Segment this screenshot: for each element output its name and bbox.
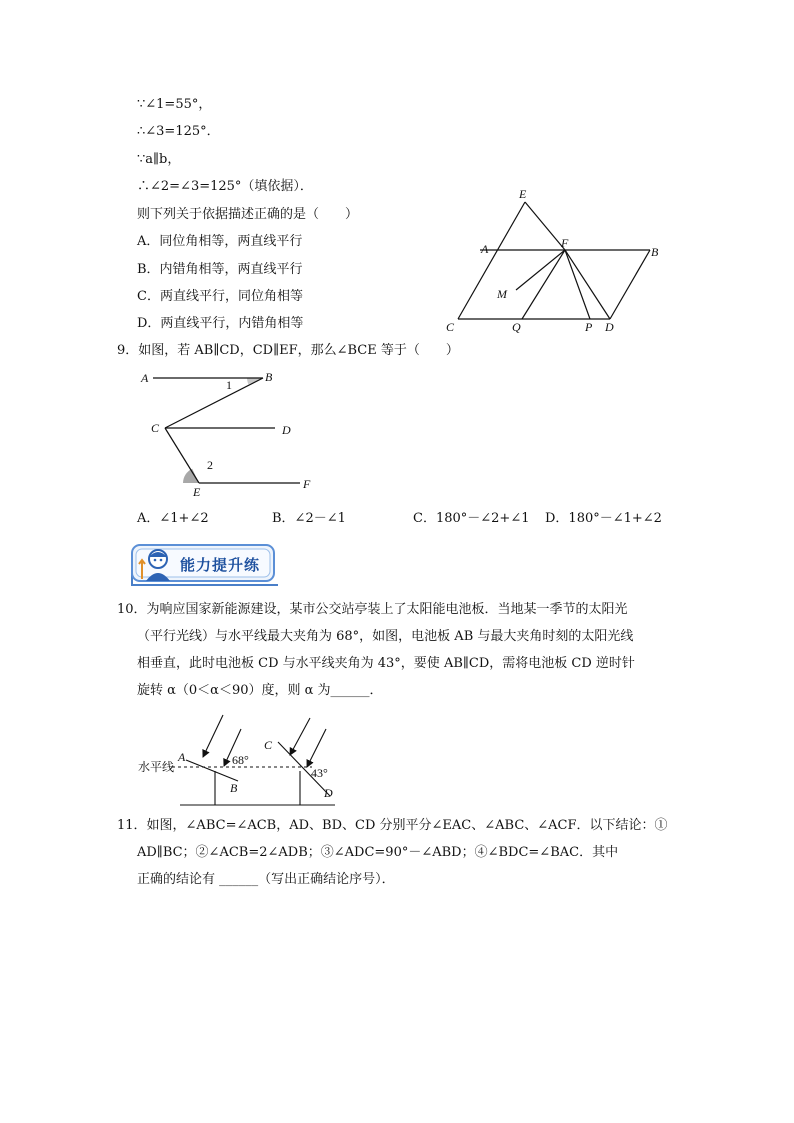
q10-line-2: （平行光线）与水平线最大夹角为 68°，如图，电池板 AB 与最大夹角时刻的太阳光线 [137, 629, 634, 644]
fig9-label-c: C [151, 421, 160, 435]
fig9-label-b: B [265, 370, 273, 384]
fig8-label-a: A [481, 242, 489, 256]
proof-line-2: ∴∠3=125°． [137, 124, 220, 139]
fig8-label-b: B [651, 245, 659, 259]
fig8-label-e: E [519, 187, 527, 201]
fig8-label-d: D [605, 320, 614, 334]
q10-line-4: 旋转 α（0＜α＜90）度，则 α 为______． [137, 683, 383, 698]
proof-line-1: ∵∠1=55°， [137, 97, 212, 112]
question-8-prompt: 则下列关于依据描述正确的是（ ） [137, 207, 359, 222]
section-title: 能力提升练 [180, 556, 261, 574]
q11-line-3: 正确的结论有 ______（写出正确结论序号）． [137, 872, 395, 887]
q9-option-b: B．∠2－∠1 [272, 511, 346, 526]
fig9-label-d: D [282, 423, 291, 437]
section-badge [128, 541, 278, 589]
fig10-label-a: A [178, 750, 186, 764]
q8-option-a: A．同位角相等，两直线平行 [137, 234, 303, 249]
q9-option-d: D．180°－∠1+∠2 [545, 511, 662, 526]
question-9-text: 9．如图，若 AB∥CD，CD∥EF，那么∠BCE 等于（ ） [117, 343, 459, 358]
fig10-angle-68: 68° [232, 753, 249, 767]
fig9-label-e: E [193, 485, 201, 499]
fig9-angle-1: 1 [226, 378, 232, 392]
fig10-angle-43: 43° [311, 766, 328, 780]
fig8-label-c: C [446, 320, 455, 334]
fig8-label-m: M [497, 287, 507, 301]
q9-option-a: A．∠1+∠2 [137, 511, 209, 526]
fig9-label-f: F [303, 477, 311, 491]
q11-line-1: 11．如图，∠ABC=∠ACB，AD、BD、CD 分别平分∠EAC、∠ABC、∠ACF．以下结论：① [117, 818, 668, 833]
proof-line-3: ∵a∥b， [137, 152, 181, 167]
q8-option-d: D．两直线平行，内错角相等 [137, 316, 304, 331]
fig9-angle-2: 2 [207, 458, 213, 472]
fig10-label-b: B [230, 781, 238, 795]
parallelogram-figure [440, 180, 680, 340]
fig10-label-d: D [324, 786, 333, 800]
q10-line-3: 相垂直，此时电池板 CD 与水平线夹角为 43°，要使 AB∥CD，需将电池板 CD 逆时针 [137, 656, 635, 671]
solar-panel-figure [130, 705, 350, 810]
fig8-label-f: F [561, 236, 569, 250]
q11-line-2: AD∥BC；②∠ACB=2∠ADB；③∠ADC=90°－∠ABD；④∠BDC=∠BAC．其中 [137, 845, 619, 860]
engineer-icon [136, 545, 176, 585]
fig10-horizon-label: 水平线 [138, 760, 175, 774]
proof-line-4: ∴∠2=∠3=125°（填依据）． [137, 179, 313, 194]
fig9-label-a: A [141, 371, 149, 385]
q10-line-1: 10．为响应国家新能源建设，某市公交站亭装上了太阳能电池板．当地某一季节的太阳光 [117, 602, 628, 617]
fig8-label-q: Q [512, 320, 521, 334]
zigzag-parallel-figure [135, 365, 335, 505]
q8-option-c: C．两直线平行，同位角相等 [137, 289, 303, 304]
fig8-label-p: P [585, 320, 593, 334]
q9-option-c: C．180°－∠2+∠1 [413, 511, 530, 526]
q8-option-b: B．内错角相等，两直线平行 [137, 262, 303, 277]
fig10-label-c: C [264, 738, 273, 752]
